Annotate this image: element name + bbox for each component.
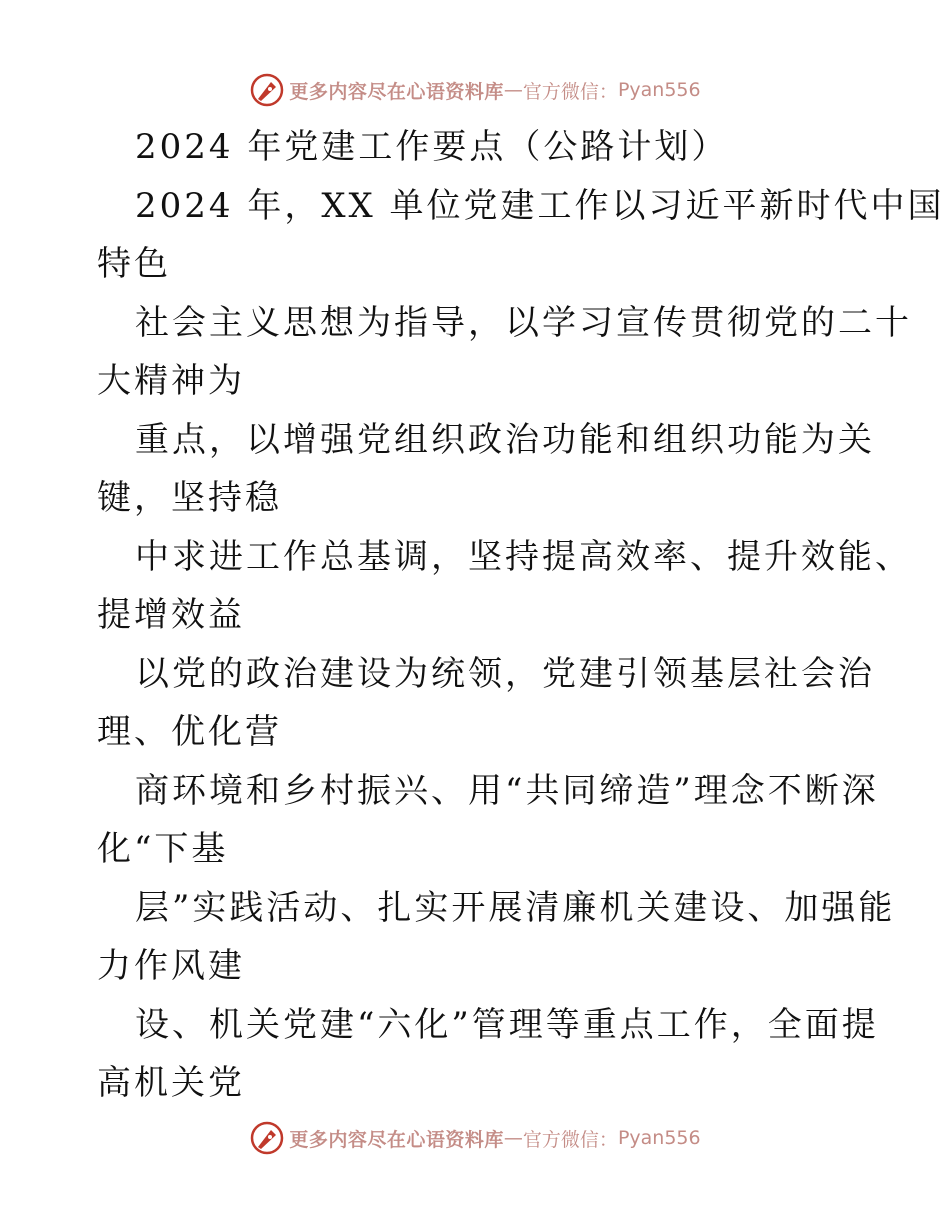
document-line: 重点，以增强党组织政治功能和组织功能为关 xyxy=(135,419,875,460)
document-line: 商环境和乡村振兴、用“共同缔造”理念不断深 xyxy=(135,770,879,811)
document-line: 大精神为 xyxy=(97,361,245,401)
banner-separator: — xyxy=(503,79,523,101)
pen-nib-logo-icon xyxy=(249,72,285,108)
document-line: 中求进工作总基调，坚持提高效率、提升效能、 xyxy=(135,536,912,577)
document-line: 化“下基 xyxy=(97,829,229,869)
document-line: 键，坚持稳 xyxy=(97,478,282,518)
banner-main-text: 更多内容尽在心语资料库 xyxy=(289,80,504,103)
banner-separator: — xyxy=(503,1127,523,1149)
document-line: 设、机关党建“六化”管理等重点工作，全面提 xyxy=(135,1004,879,1045)
document-line: 层”实践活动、扎实开展清廉机关建设、加强能 xyxy=(135,887,896,928)
document-line: 2024 年党建工作要点（公路计划） xyxy=(135,127,729,167)
document-line: 以党的政治建设为统领，党建引领基层社会治 xyxy=(135,653,875,694)
banner-wechat-id: Pyan556 xyxy=(617,79,701,101)
banner-sub-text: 官方微信： xyxy=(522,1128,618,1151)
document-line: 力作风建 xyxy=(97,946,245,986)
banner-main-text: 更多内容尽在心语资料库 xyxy=(289,1128,504,1151)
banner-wechat-id: Pyan556 xyxy=(617,1127,701,1149)
document-line: 提增效益 xyxy=(97,595,245,635)
document-line: 社会主义思想为指导，以学习宣传贯彻党的二十 xyxy=(135,302,912,343)
document-body xyxy=(97,118,945,1113)
document-line: 理、优化营 xyxy=(97,712,282,752)
document-line: 高机关党 xyxy=(97,1063,245,1103)
header-watermark-banner xyxy=(0,70,950,110)
banner-sub-text: 官方微信： xyxy=(522,80,618,103)
pen-nib-logo-icon xyxy=(249,1120,285,1156)
footer-watermark-banner xyxy=(0,1118,950,1158)
document-line: 特色 xyxy=(97,244,171,284)
document-line: 2024 年，XX 单位党建工作以习近平新时代中国 xyxy=(135,185,945,226)
